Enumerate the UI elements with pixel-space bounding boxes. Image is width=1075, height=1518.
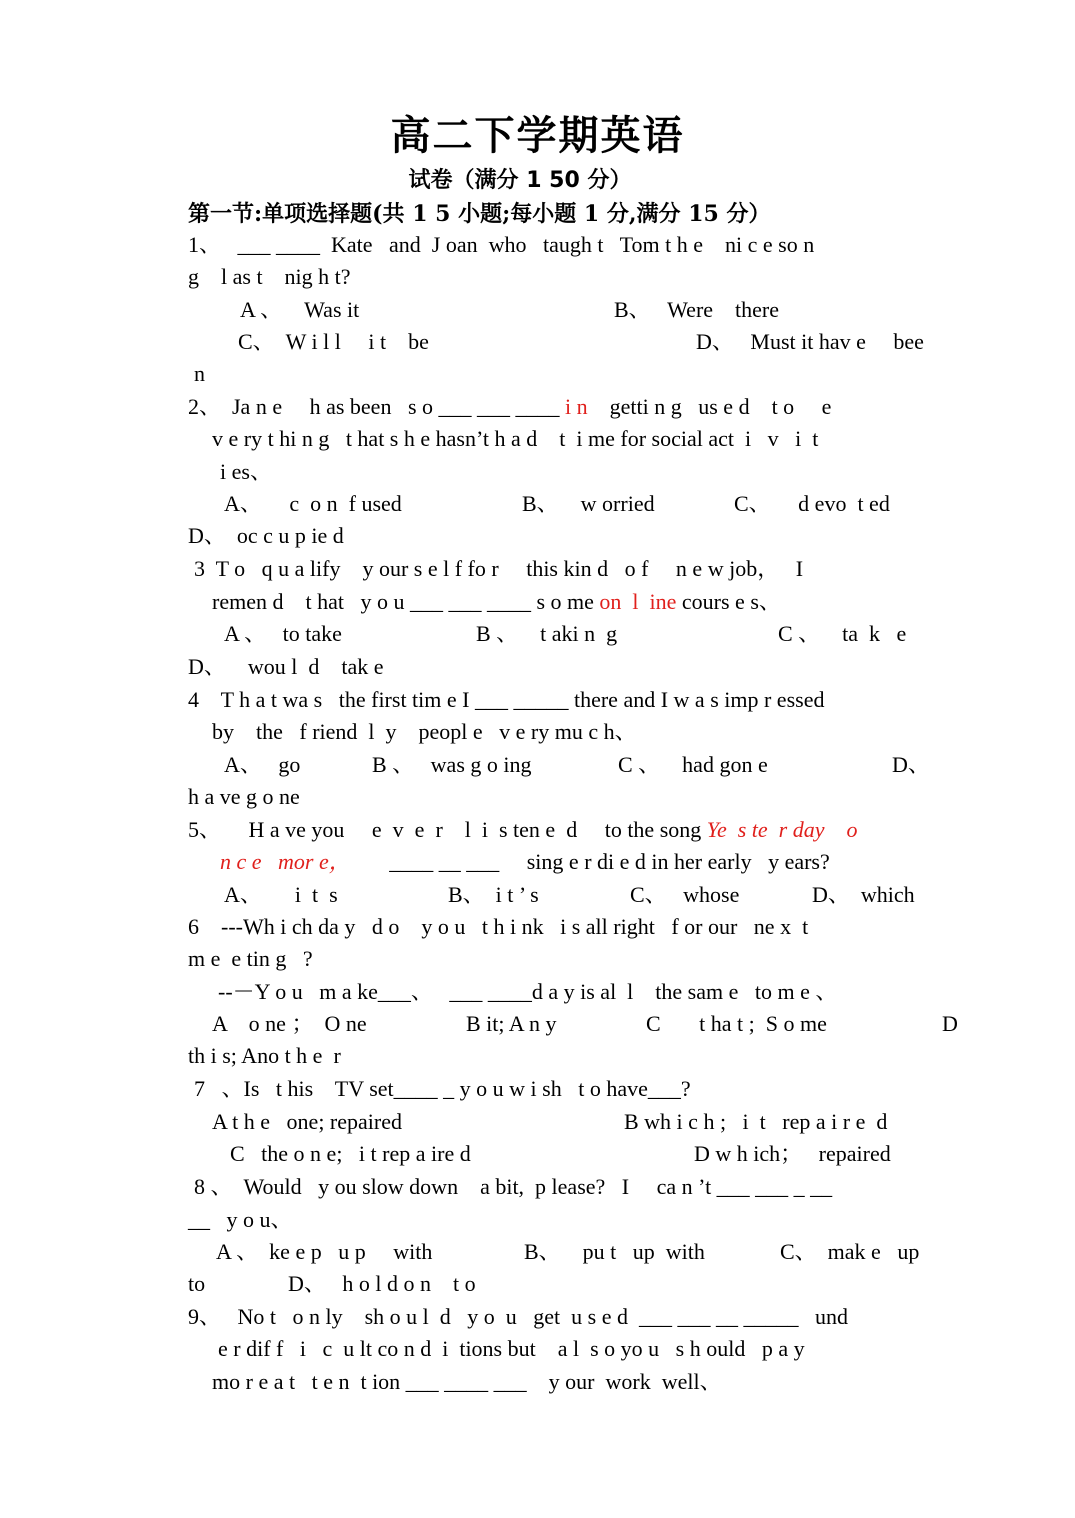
document-title: 高二下学期英语: [390, 113, 685, 159]
q6-stem-line-3: --－Y o u m a ke___、 ___ ____d a y is al l the sam e to m e 、: [218, 979, 838, 1004]
q6-option-c: C t ha t ; S o me: [646, 1011, 827, 1036]
q5-stem-text-b: ____ __ ___ sing e r di e d in her early y ears?: [350, 849, 830, 874]
q1-option-d: D、 Must it hav e bee: [696, 329, 924, 354]
q3-option-c: C 、 ta k e: [778, 621, 907, 646]
q6-option-d: D: [942, 1011, 958, 1036]
q1-option-b: B、 Were there: [614, 297, 780, 322]
q2-option-b: B、 w orried: [522, 491, 655, 516]
q8-option-b: B、 pu t up with: [524, 1239, 705, 1264]
q2-stem-line-1: [188, 392, 831, 422]
q2-option-d: D、 oc c u p ie d: [188, 523, 344, 548]
q7-option-c: C the o n e; i t rep a ire d: [230, 1141, 471, 1166]
q1-stem-line-2: g l as t nig h t?: [188, 264, 351, 289]
q1-option-a: A 、 Was it: [240, 297, 360, 322]
q3-stem-text-a: remen d t hat y o u ___ ___ ____ s o me: [212, 589, 600, 614]
q2-stem-line-3: i es、: [220, 459, 272, 484]
q8-stem-line-1: 8 、 Would y ou slow down a bit, p lease? I ca n ’t ___ ___ _ __: [194, 1174, 833, 1199]
q9-stem-line-3: mo r e a t t e n t ion ___ ____ ___ y our work well、: [212, 1369, 722, 1394]
q3-option-d: D、 wou l d tak e: [188, 654, 384, 679]
q6-option-a: A o ne ； O ne: [212, 1011, 367, 1036]
q2-stem-text-a: 2、 Ja n e h as been s o ___ ___ ____: [188, 394, 566, 419]
q4-option-a: A、 go: [224, 752, 301, 777]
q1-option-c: C、 W i l l i t be: [238, 329, 429, 354]
q1-option-d-cont: n: [194, 361, 205, 386]
q7-option-a: A t h e one; repaired: [212, 1109, 402, 1134]
q6-option-d-cont: th i s; Ano t h e r: [188, 1043, 341, 1068]
q5-option-d: D、 which: [812, 882, 915, 907]
q5-stem-line-1: [188, 815, 858, 845]
q3-highlight-online: on l ine: [599, 589, 677, 614]
q4-option-c: C 、 had gon e: [618, 752, 768, 777]
q5-option-b: B、 i t ’ s: [448, 882, 539, 907]
q7-stem-line-1: 7 、Is t his TV set____ _ y o u w i sh t o have___?: [194, 1076, 691, 1101]
q4-option-b: B 、 was g o ing: [372, 752, 532, 777]
q3-option-b: B 、 t aki n g: [476, 621, 618, 646]
q4-stem-line-2: by the f riend l y peopl e v e ry mu c h、: [212, 719, 637, 744]
q5-stem-text-a: 5、 H a ve you e v e r l i s ten e d to the song: [188, 817, 707, 842]
q5-song-title-part-1: Ye s te r day o: [706, 817, 858, 842]
q3-option-a: A 、 to take: [224, 621, 342, 646]
q9-stem-line-2: e r dif f i c u lt co n d i tions but a l s o yo u s h ould p a y: [218, 1336, 805, 1361]
q6-stem-line-2: m e e tin g ?: [188, 946, 313, 971]
q4-option-d: D、: [892, 752, 930, 777]
q7-option-d: D w h ich； repaired: [694, 1141, 891, 1166]
q8-stem-line-2: __ y o u、: [188, 1207, 293, 1232]
document-subtitle: 试卷（满分 1 50 分）: [408, 168, 632, 193]
q8-option-c-cont: to: [188, 1271, 206, 1296]
q6-option-b: B it; A n y: [466, 1011, 557, 1036]
q2-stem-text-b: getti n g us e d t o e: [587, 394, 832, 419]
q8-option-c: C、 mak e up: [780, 1239, 920, 1264]
q3-stem-text-b: cours e s、: [676, 589, 781, 614]
q2-highlight-in: i n: [565, 394, 588, 419]
q3-stem-line-2: [212, 587, 781, 617]
q8-option-d: D、 h o l d o n t o: [288, 1271, 476, 1296]
q3-stem-line-1: 3 T o q u a lify y our s e l f fo r this kin d o f n e w job， I: [194, 556, 804, 581]
q7-option-b: B wh i c h ; i t rep a i r e d: [624, 1109, 888, 1134]
q2-stem-line-2: v e ry t hi n g t hat s h e hasn’t h a d t i me for social act i v i t: [212, 426, 819, 451]
section-heading: 第一节:单项选择题(共 1 5 小题;每小题 1 分,满分 15 分）: [188, 201, 771, 227]
q1-stem-line-1: 1、 ___ ____ Kate and J oan who taugh t Tom t h e ni c e so n: [188, 232, 815, 257]
q4-option-d-cont: h a ve g o ne: [188, 784, 300, 809]
q6-stem-line-1: 6 ---Wh i ch da y d o y o u t h i nk i s all right f or our ne x t: [188, 914, 809, 939]
q4-stem-line-1: 4 T h a t wa s the first tim e I ___ _____ there and I w a s imp r essed: [188, 687, 825, 712]
q2-option-a: A、 c o n f used: [224, 491, 402, 516]
q5-option-a: A、 i t s: [224, 882, 338, 907]
q8-option-a: A 、 ke e p u p with: [216, 1239, 433, 1264]
q5-stem-line-2: [220, 847, 830, 877]
q5-song-title-part-2: n c e mor e，: [220, 849, 351, 874]
q2-option-c: C、 d evo t ed: [734, 491, 890, 516]
q9-stem-line-1: 9、 No t o n ly sh o u l d y o u get u s e d ___ ___ __ _____ und: [188, 1304, 848, 1329]
q5-option-c: C、 whose: [630, 882, 740, 907]
